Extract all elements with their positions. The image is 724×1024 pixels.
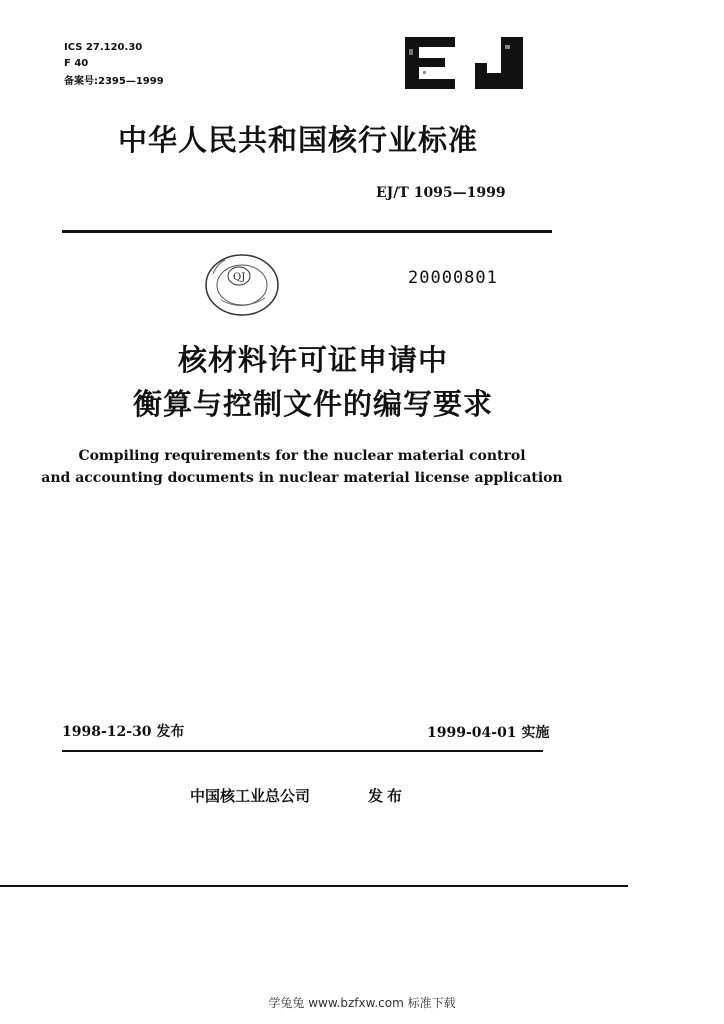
ej-logo [403, 35, 525, 91]
library-seal [203, 252, 281, 318]
ics-code: ICS 27.120.30 [64, 42, 143, 53]
publisher-action: 发布 [368, 787, 407, 805]
publisher-name: 中国核工业总公司 [190, 787, 311, 805]
english-title-line-2: and accounting documents in nuclear material license application [41, 470, 563, 486]
standard-code: EJ/T 1095—1999 [376, 185, 506, 201]
english-title-line-1: Compiling requirements for the nuclear material control [78, 448, 526, 464]
publish-date: 1998-12-30 发布 [62, 724, 185, 740]
stamp-number: 20000801 [408, 268, 498, 288]
footer-watermark: 学兔兔 www.bzfxw.com 标准下载 [268, 996, 456, 1010]
seal-text: QJ [233, 272, 246, 283]
middle-divider [62, 750, 543, 752]
chinese-title-line-1: 核材料许可证申请中 [177, 343, 448, 377]
record-number: 备案号:2395—1999 [64, 76, 164, 87]
implementation-date: 1999-04-01 实施 [427, 725, 550, 741]
top-divider [62, 230, 552, 233]
national-standard-title: 中华人民共和国核行业标准 [118, 123, 479, 157]
bottom-divider [0, 885, 628, 887]
classification-code: F 40 [64, 58, 89, 69]
chinese-title-line-2: 衡算与控制文件的编写要求 [132, 387, 493, 421]
